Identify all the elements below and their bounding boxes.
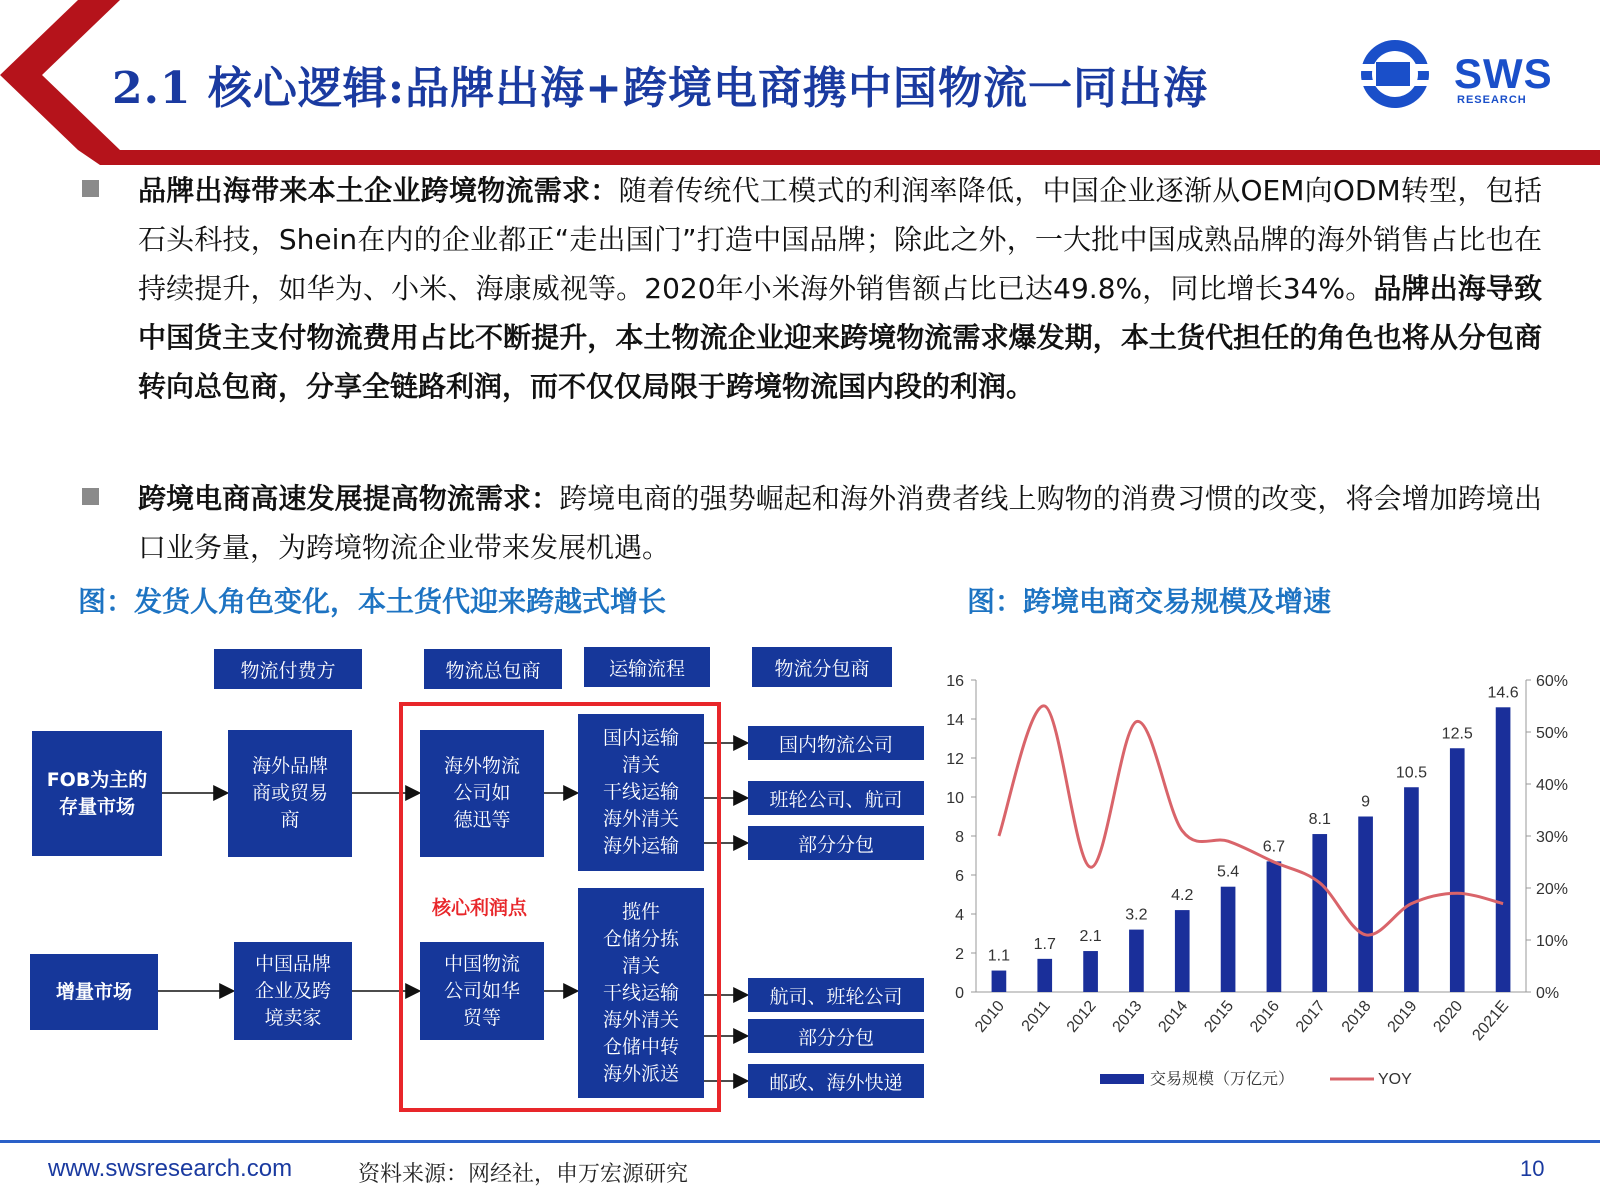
right-tick-label: 30% — [1536, 829, 1569, 846]
bar-value-label: 4.2 — [1171, 887, 1194, 905]
x-tick-label: 2013 — [1109, 997, 1146, 1036]
market-existing: FOB为主的 存量市场 — [32, 731, 162, 856]
logo-wordmark: SWS — [1454, 50, 1553, 97]
contractor-overseas: 海外物流 公司如 德迅等 — [420, 730, 544, 857]
column-label-payer: 物流付费方 — [214, 649, 362, 689]
bullet-emphasis: 品牌出海导致中国货主支付物流费用占比不断提升，本土物流企业迎来跨境物流需求爆发期，本土货代担任的角色也将从分包商转向总包商，分享全链路利润，而不仅仅局限于跨境物流国内段的利润。 — [138, 272, 1542, 403]
bullet-body: 随着传统代工模式的利润率降低，中国企业逐渐从OEM向ODM转型，包括石头科技，Shein在内的企业都正“走出国门”打造中国品牌；除此之外，一大批中国成熟品牌的海外销售占比也在持续提升，如华为、小米、海康威视等。2020年小米海外销售额占比已达49.8%，同比增长34%。 — [138, 174, 1542, 305]
right-tick-label: 40% — [1536, 777, 1569, 794]
left-tick-label: 6 — [955, 868, 964, 885]
footer-divider — [0, 1140, 1600, 1143]
footer-source: 资料来源：网经社，申万宏源研究 — [358, 1162, 689, 1187]
bar-value-label: 1.1 — [987, 947, 1011, 965]
subcontractor-liner-airline: 班轮公司、航司 — [748, 781, 924, 815]
column-label-transport-process: 运输流程 — [584, 647, 710, 687]
bar-value-label: 1.7 — [1033, 935, 1056, 953]
right-tick-label: 0% — [1536, 985, 1560, 1002]
left-tick-label: 8 — [955, 829, 964, 846]
bar-2021E — [1496, 707, 1511, 992]
bar-2013 — [1129, 930, 1144, 992]
left-tick-label: 14 — [946, 712, 964, 729]
bar-value-label: 9 — [1361, 793, 1371, 811]
x-tick-label: 2017 — [1292, 997, 1329, 1036]
x-tick-label: 2012 — [1063, 997, 1100, 1036]
bar-2020 — [1450, 748, 1465, 992]
bullet-lead: 跨境电商高速发展提高物流需求： — [138, 482, 560, 515]
bar-2010 — [992, 971, 1007, 992]
bar-value-label: 3.2 — [1125, 906, 1148, 924]
market-incremental: 增量市场 — [30, 954, 158, 1030]
left-tick-label: 0 — [955, 985, 964, 1002]
bar-2017 — [1312, 834, 1327, 992]
left-tick-label: 2 — [955, 946, 964, 963]
bar-2016 — [1267, 861, 1282, 992]
bar-value-label: 6.7 — [1262, 838, 1286, 856]
page-number: 10 — [1520, 1156, 1545, 1181]
bullet-lead: 品牌出海带来本土企业跨境物流需求： — [138, 174, 619, 207]
left-tick-label: 16 — [946, 673, 964, 690]
bar-2018 — [1358, 817, 1373, 993]
subcontractor-partial: 部分分包 — [748, 826, 924, 860]
right-tick-label: 60% — [1536, 673, 1569, 690]
page-title: 2.1 核心逻辑:品牌出海+跨境电商携中国物流一同出海 — [112, 63, 1208, 114]
bullet-cross-border-ecommerce — [82, 474, 1542, 572]
legend-bar-swatch — [1100, 1074, 1144, 1084]
yoy-line — [999, 706, 1503, 935]
logo-subtitle: RESEARCH — [1457, 94, 1527, 106]
x-tick-label: 2019 — [1384, 997, 1421, 1036]
bullet-square-icon — [82, 488, 99, 505]
payer-overseas-brand: 海外品牌 商或贸易 商 — [228, 730, 352, 857]
subcontractor-airline-liner: 航司、班轮公司 — [748, 978, 924, 1012]
x-tick-label: 2014 — [1155, 997, 1192, 1036]
left-tick-label: 10 — [946, 790, 964, 807]
bar-2011 — [1037, 959, 1052, 992]
legend-line-label: YOY — [1378, 1071, 1412, 1088]
figure-title-chart: 图：跨境电商交易规模及增速 — [967, 585, 1332, 618]
core-profit-label: 核心利润点 — [432, 897, 528, 919]
footer-url[interactable]: www.swsresearch.com — [48, 1155, 293, 1182]
legend-bar-label: 交易规模（万亿元） — [1150, 1071, 1295, 1088]
column-label-subcontractor: 物流分包商 — [752, 647, 892, 687]
bar-value-label: 14.6 — [1487, 684, 1519, 702]
bar-2014 — [1175, 910, 1190, 992]
contractor-chinese: 中国物流 公司如华 贸等 — [420, 942, 544, 1040]
left-tick-label: 4 — [955, 907, 964, 924]
x-tick-label: 2015 — [1201, 997, 1238, 1036]
bar-2012 — [1083, 951, 1098, 992]
bullet-body: 跨境电商的强势崛起和海外消费者线上购物的消费习惯的改变，将会增加跨境出口业务量，为跨境物流企业带来发展机遇。 — [138, 482, 1542, 564]
right-tick-label: 10% — [1536, 933, 1569, 950]
bar-value-label: 2.1 — [1079, 928, 1102, 946]
subcontractor-postal-express: 邮政、海外快递 — [748, 1064, 924, 1098]
figure-title-diagram: 图：发货人角色变化，本土货代迎来跨越式增长 — [78, 585, 667, 618]
bullet-text — [138, 166, 1542, 411]
bar-value-label: 12.5 — [1441, 725, 1473, 743]
ecommerce-chart — [940, 660, 1600, 1120]
bullet-brand-overseas — [82, 166, 1542, 411]
column-label-general-contractor: 物流总包商 — [424, 649, 562, 689]
subcontractor-partial-2: 部分分包 — [748, 1019, 924, 1053]
x-tick-label: 2018 — [1338, 997, 1375, 1036]
bar-value-label: 10.5 — [1395, 764, 1427, 782]
x-tick-label: 2016 — [1247, 997, 1283, 1036]
right-tick-label: 20% — [1536, 881, 1569, 898]
flow-cross-border: 揽件 仓储分拣 清关 干线运输 海外清关 仓储中转 海外派送 — [578, 888, 704, 1098]
subcontractor-domestic-logistics: 国内物流公司 — [748, 726, 924, 760]
bar-2019 — [1404, 787, 1419, 992]
payer-chinese-brand: 中国品牌 企业及跨 境卖家 — [234, 942, 352, 1040]
x-tick-label: 2010 — [972, 997, 1008, 1036]
right-tick-label: 50% — [1536, 725, 1569, 742]
bar-value-label: 8.1 — [1308, 811, 1331, 829]
x-tick-label: 2021E — [1469, 997, 1513, 1045]
x-tick-label: 2020 — [1430, 997, 1467, 1036]
bar-value-label: 5.4 — [1216, 863, 1240, 881]
x-tick-label: 2011 — [1018, 997, 1054, 1035]
bar-2015 — [1221, 887, 1236, 992]
bullet-text — [138, 474, 1542, 572]
left-tick-label: 12 — [946, 751, 964, 768]
flow-traditional: 国内运输 清关 干线运输 海外清关 海外运输 — [578, 714, 704, 871]
bullet-square-icon — [82, 180, 99, 197]
